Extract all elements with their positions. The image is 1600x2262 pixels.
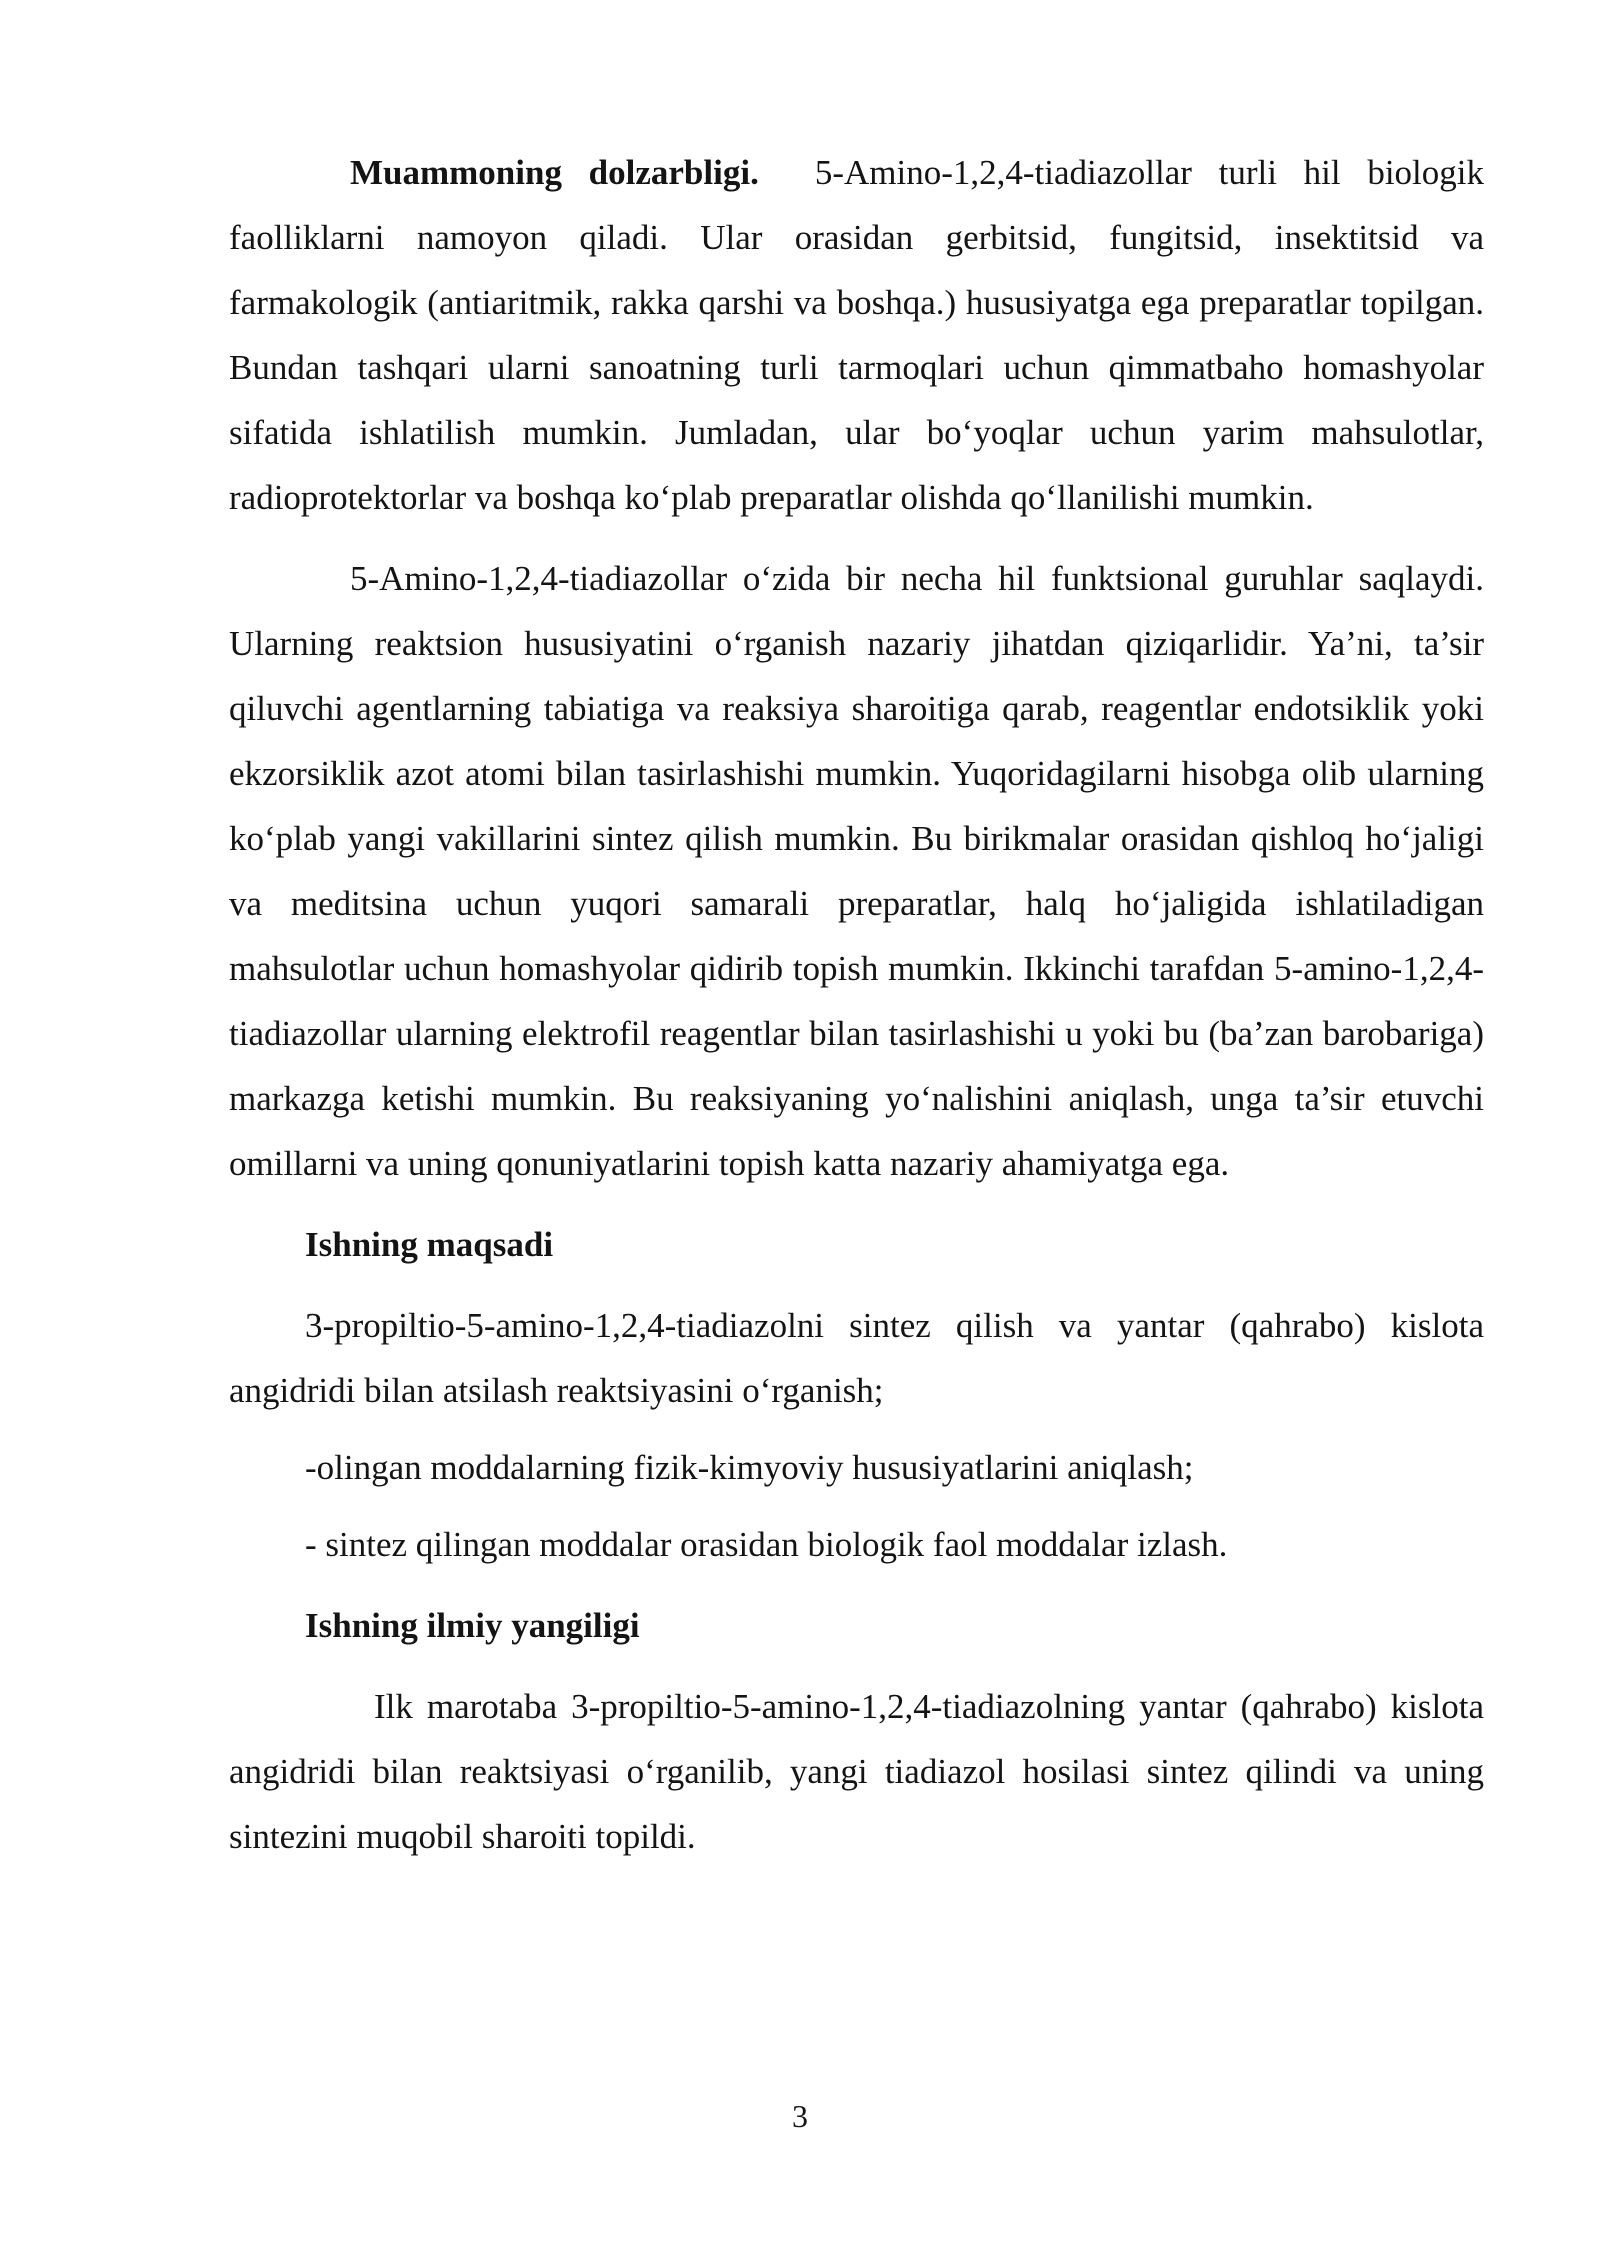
page-content [229,140,1484,1869]
reactivity-paragraph: 5-Amino-1,2,4-tiadiazollar o‘zida bir necha hil funktsional guruhlar saqlaydi. Ularning reaktsion hususiyatini o‘rganish nazariy jihatdan qiziqarlidir. Ya’ni, ta’sir qiluvchi agentlarning tabiatiga va reaksiya sharoitiga qarab, reagentlar endotsiklik yoki ekzorsiklik azot atomi bilan tasirlashishi mumkin. Yuqoridagilarni hisobga olib ularning ko‘plab yangi vakillarini sintez qilish mumkin. Bu birikmalar orasidan qishloq ho‘jaligi va meditsina uchun yuqori samarali preparatlar, halq ho‘jaligida ishlatiladigan mahsulotlar uchun homashyolar qidirib topish mumkin. Ikkinchi tarafdan 5-amino-1,2,4-tiadiazollar ularning elektrofil reagentlar bilan tasirlashishi u yoki bu (ba’zan barobariga) markazga ketishi mumkin. Bu reaksiyaning yo‘nalishini aniqlash, unga ta’sir etuvchi omillarni va uning qonuniyatlarini topish katta nazariy ahamiyatga ega. [229,559,1484,1183]
relevance-text: 5-Amino-1,2,4-tiadiazollar turli hil biologik faolliklarni namoyon qiladi. Ular orasidan gerbitsid, fungitsid, insektitsid va farmakologik (antiaritmik, rakka qarshi va boshqa.) hususiyatga ega preparatlar topilgan. Bundan tashqari ularni sanoatning turli tarmoqlari uchun qimmatbaho homashyolar sifatida ishlatilish mumkin. Jumladan, ular bo‘yoqlar uchun yarim mahsulotlar, radioprotektorlar va boshqa ko‘plab preparatlar olishda qo‘llanilishi mumkin. [229,153,1484,517]
aim-paragraph: 3-propiltio-5-amino-1,2,4-tiadiazolni sintez qilish va yantar (qahrabo) kislota angidridi bilan atsilash reaktsiyasini o‘rganish; [229,1306,1484,1410]
page-number: 3 [792,2098,808,2134]
aim-list-item: - sintez qilingan moddalar orasidan biologik faol moddalar izlash. [305,1525,1228,1564]
novelty-heading: Ishning ilmiy yangiligi [305,1606,640,1645]
novelty-paragraph: Ilk marotaba 3-propiltio-5-amino-1,2,4-tiadiazolning yantar (qahrabo) kislota angidridi bilan reaktsiyasi o‘rganilib, yangi tiadiazol hosilasi sintez qilindi va uning sintezini muqobil sharoiti topildi. [229,1687,1484,1856]
relevance-paragraph [229,140,1484,530]
relevance-heading: Muammoning dolzarbligi. [350,153,759,192]
aim-list-item: -olingan moddalarning fizik-kimyoviy hususiyatlarini aniqlash; [305,1448,1194,1487]
aim-heading: Ishning maqsadi [305,1225,554,1264]
